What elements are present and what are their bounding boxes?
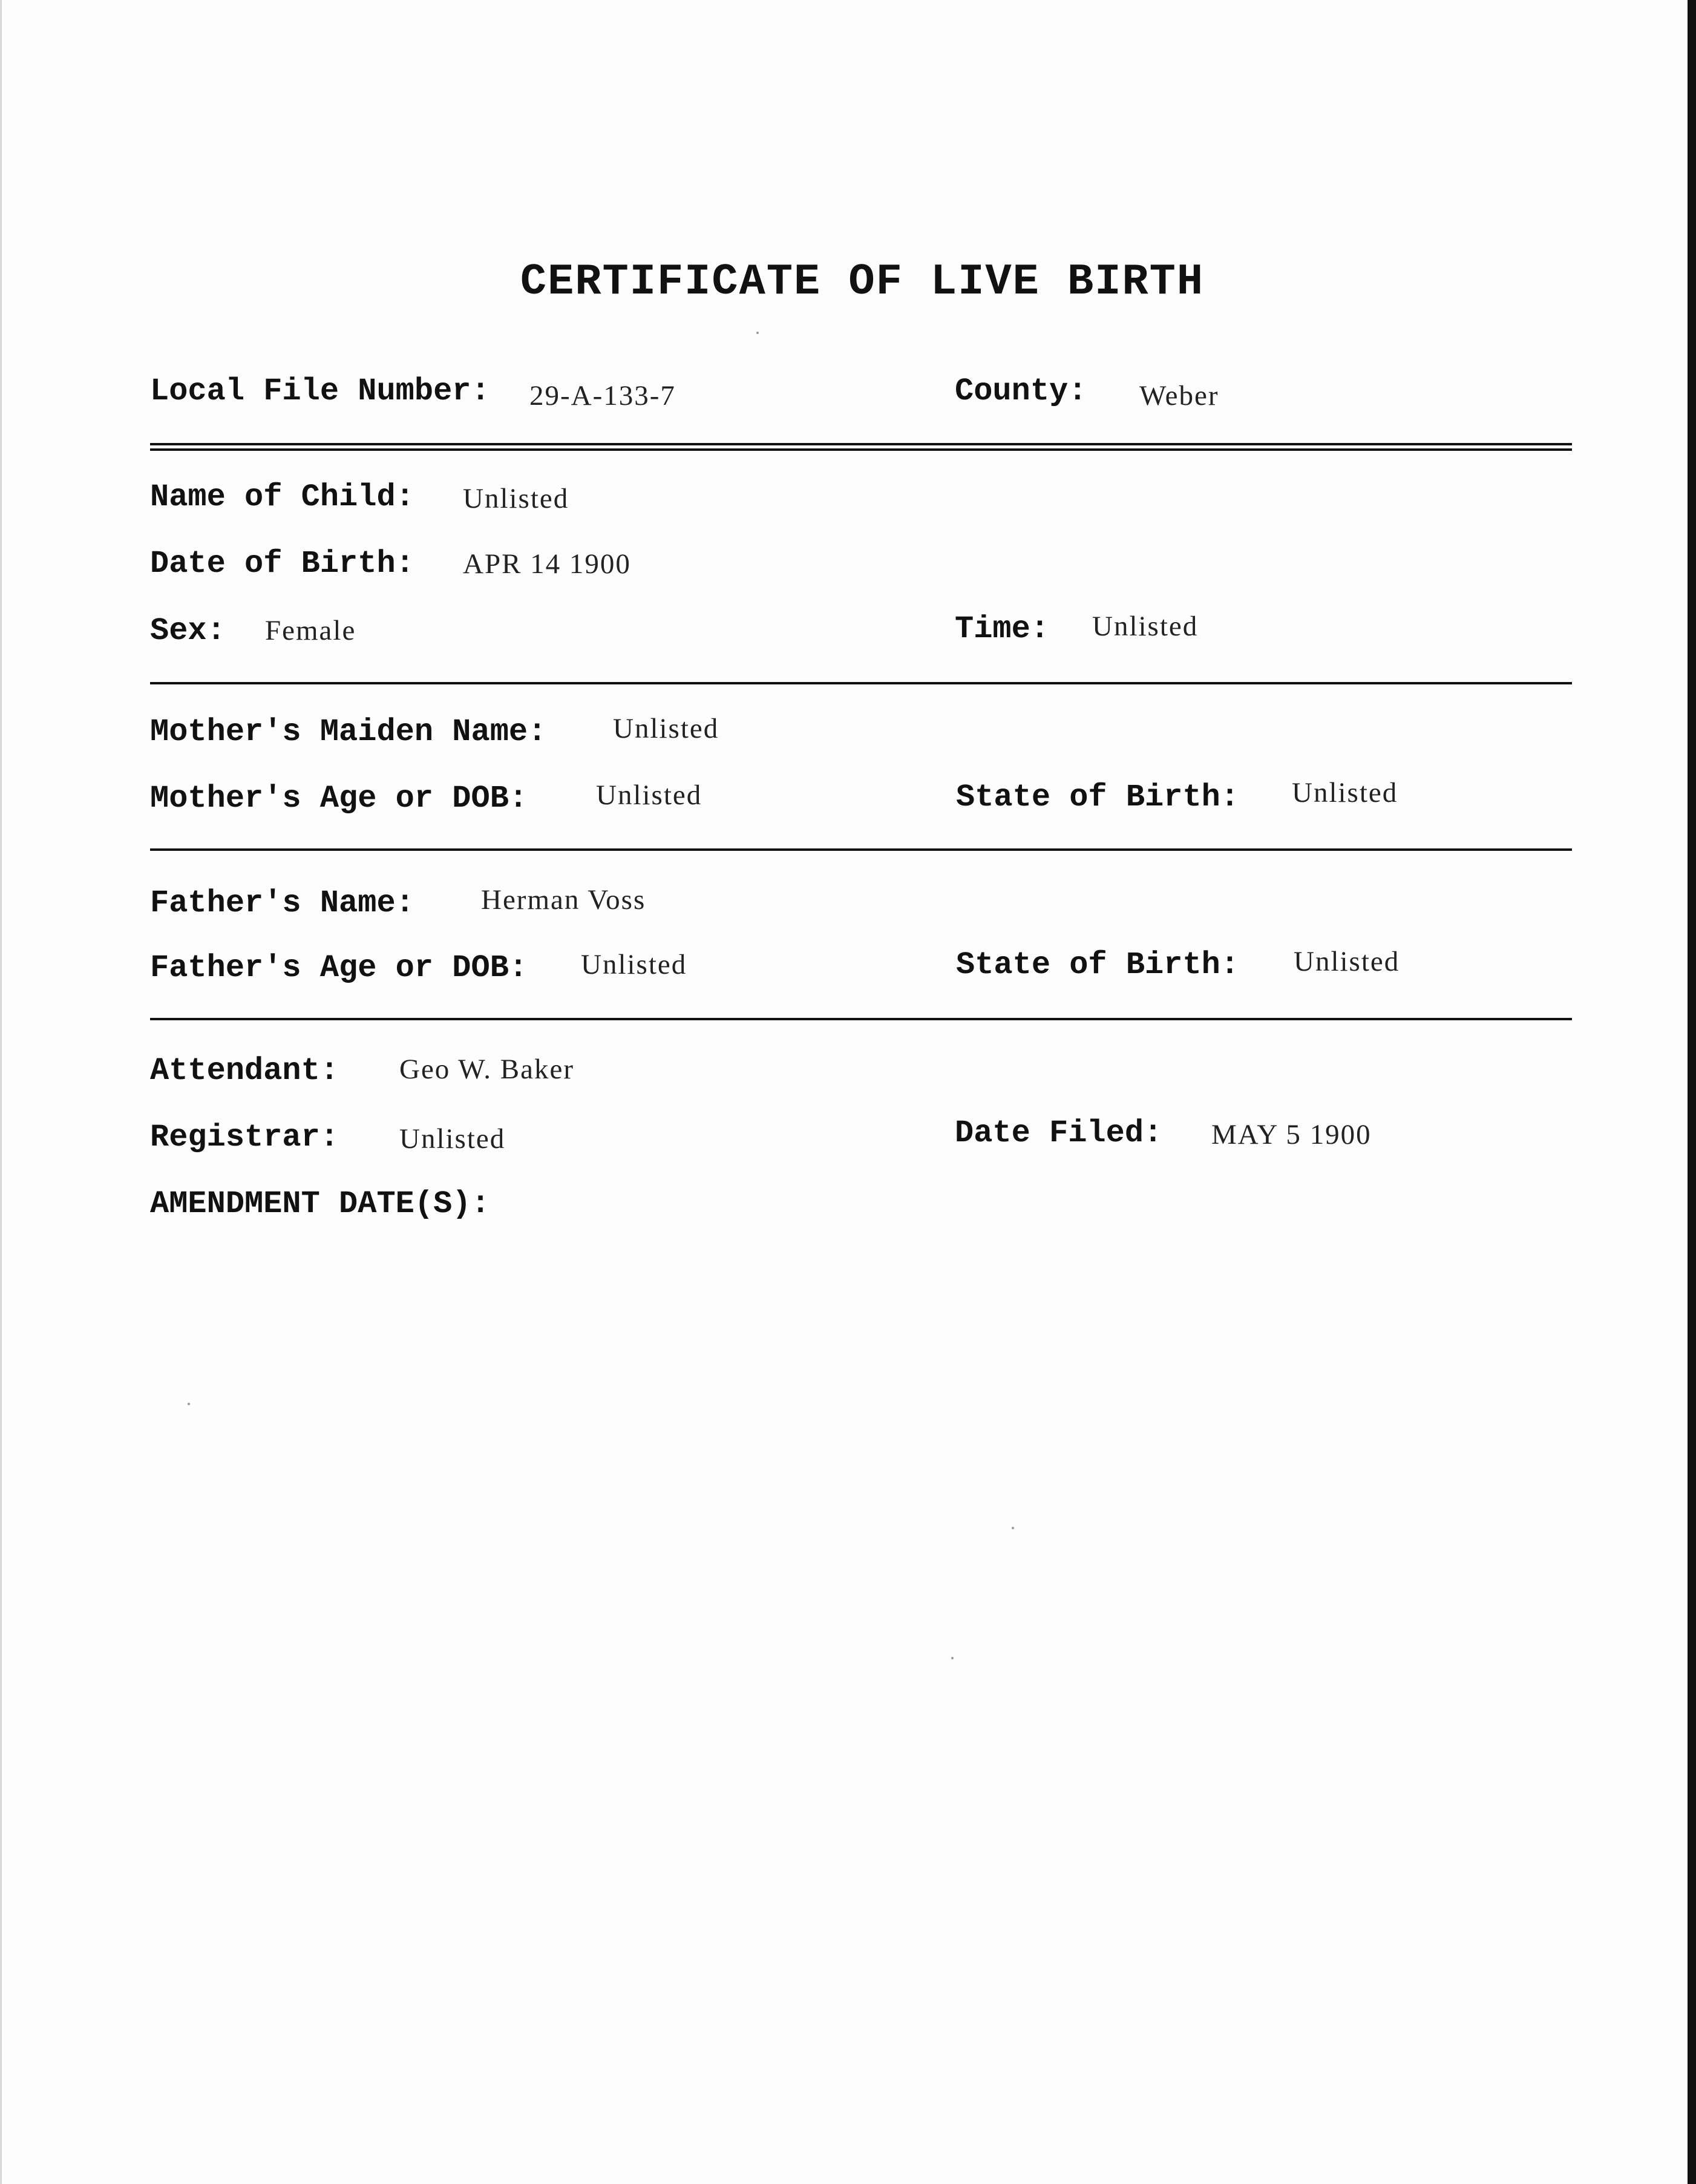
certificate-title: CERTIFICATE OF LIVE BIRTH <box>520 257 1205 307</box>
mother-state-value: Unlisted <box>1292 777 1398 808</box>
father-name-label: Father's Name: <box>150 885 414 921</box>
registrar-label: Registrar: <box>150 1120 339 1155</box>
mother-state-label: State of Birth: <box>956 779 1240 815</box>
father-age-label: Father's Age or DOB: <box>150 950 528 986</box>
sex-value: Female <box>265 615 356 646</box>
mother-age-value: Unlisted <box>596 779 702 811</box>
scan-speck <box>188 1403 190 1405</box>
father-state-label: State of Birth: <box>956 947 1240 983</box>
father-state-value: Unlisted <box>1294 946 1400 977</box>
date-filed-label: Date Filed: <box>955 1115 1163 1151</box>
header-double-rule <box>150 443 1572 451</box>
attendant-label: Attendant: <box>150 1053 339 1089</box>
page-left-edge <box>0 0 2 2184</box>
file-number-label: Local File Number: <box>150 373 490 409</box>
scan-border <box>1688 0 1696 2184</box>
time-label: Time: <box>955 611 1050 647</box>
scan-speck <box>1012 1527 1014 1529</box>
date-filed-value: MAY 5 1900 <box>1211 1119 1372 1150</box>
mother-maiden-name-label: Mother's Maiden Name: <box>150 714 547 750</box>
registrar-value: Unlisted <box>399 1123 506 1155</box>
mother-section-rule <box>150 848 1572 851</box>
sex-label: Sex: <box>150 613 226 649</box>
father-name-value: Herman Voss <box>481 884 646 916</box>
date-of-birth-label: Date of Birth: <box>150 546 414 582</box>
mother-maiden-name-value: Unlisted <box>613 713 719 744</box>
county-value: Weber <box>1139 380 1219 412</box>
date-of-birth-value: APR 14 1900 <box>463 548 631 580</box>
time-value: Unlisted <box>1092 611 1199 642</box>
county-label: County: <box>955 373 1087 409</box>
child-name-value: Unlisted <box>463 483 569 514</box>
child-name-label: Name of Child: <box>150 479 414 515</box>
amendment-dates-label: AMENDMENT DATE(S): <box>150 1186 490 1222</box>
scan-speck <box>951 1657 954 1659</box>
father-section-rule <box>150 1018 1572 1020</box>
mother-age-label: Mother's Age or DOB: <box>150 781 528 816</box>
scan-speck <box>756 332 759 334</box>
file-number-value: 29-A-133-7 <box>529 380 676 412</box>
child-section-rule <box>150 682 1572 684</box>
father-age-value: Unlisted <box>581 949 687 980</box>
attendant-value: Geo W. Baker <box>399 1054 574 1085</box>
